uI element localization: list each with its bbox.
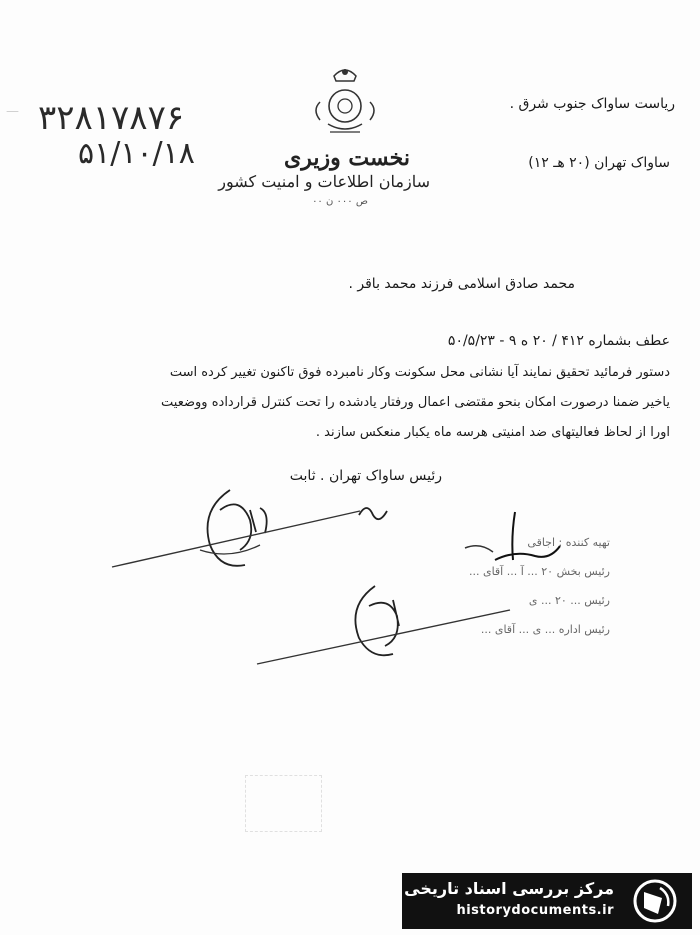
reference-number: ۳۲۸۱۷۸۷۶	[38, 98, 185, 138]
letterhead-organization: سازمان اطلاعات و امنیت کشور	[218, 172, 430, 191]
signer-title: رئیس ساواک تهران . ثابت	[289, 468, 442, 484]
distribution-line-4: رئیس اداره ... ی ... آقای ...	[480, 623, 610, 636]
body-line-3: اورا از لحاظ فعالیتهای ضد امنیتی هرسه ماه یکبار منعکس سازند .	[315, 425, 670, 440]
letterhead-ref-code: ص ۰۰۰ ن ۰۰	[312, 196, 368, 207]
body-line-1: دستور فرمائید تحقیق نمایند آیا نشانی محل سکونت وکار نامبرده فوق تاکنون تغییر کرده است	[169, 365, 670, 380]
body-line-2: یاخیر ضمنا درصورت امکان بنحو مقتضی اعمال ورفتار یادشده را تحت کنترل قرارداده ووضعیت	[161, 395, 670, 410]
watermark-banner	[402, 873, 692, 929]
lion-and-sun-emblem-icon	[300, 62, 390, 150]
subject-line: محمد صادق اسلامی فرزند محمد باقر .	[348, 276, 575, 292]
body-reference-line: عطف بشماره ۴۱۲ / ۲۰ ه ۹ - ۵۰/۵/۲۳	[447, 333, 670, 349]
faint-stamp-mark	[245, 775, 322, 832]
distribution-line-2: رئیس بخش ۲۰ ... آ ... آقای ...	[468, 565, 610, 578]
letter-body	[30, 326, 670, 448]
watermark-url: historydocuments.ir	[456, 903, 614, 918]
distribution-line-3: رئیس ... ۲۰ ... ی	[528, 594, 610, 607]
watermark-title: مرکز بررسی اسناد تاریخی	[404, 879, 614, 898]
archive-logo-icon	[630, 878, 680, 924]
distribution-list	[290, 528, 610, 644]
reference-number-label: —	[6, 104, 19, 119]
distribution-line-1: تهیه کننده : اجاقی	[527, 536, 610, 549]
reference-date: ۵۱/۱۰/۱۸	[78, 136, 195, 171]
recipient-line-2: ساواک تهران (۲۰ هـ ۱۲)	[528, 155, 670, 171]
recipient-line-1: ریاست ساواک جنوب شرق .	[509, 96, 675, 112]
initial-mark-icon	[355, 495, 395, 525]
letterhead-title: نخست وزیری	[284, 145, 410, 171]
